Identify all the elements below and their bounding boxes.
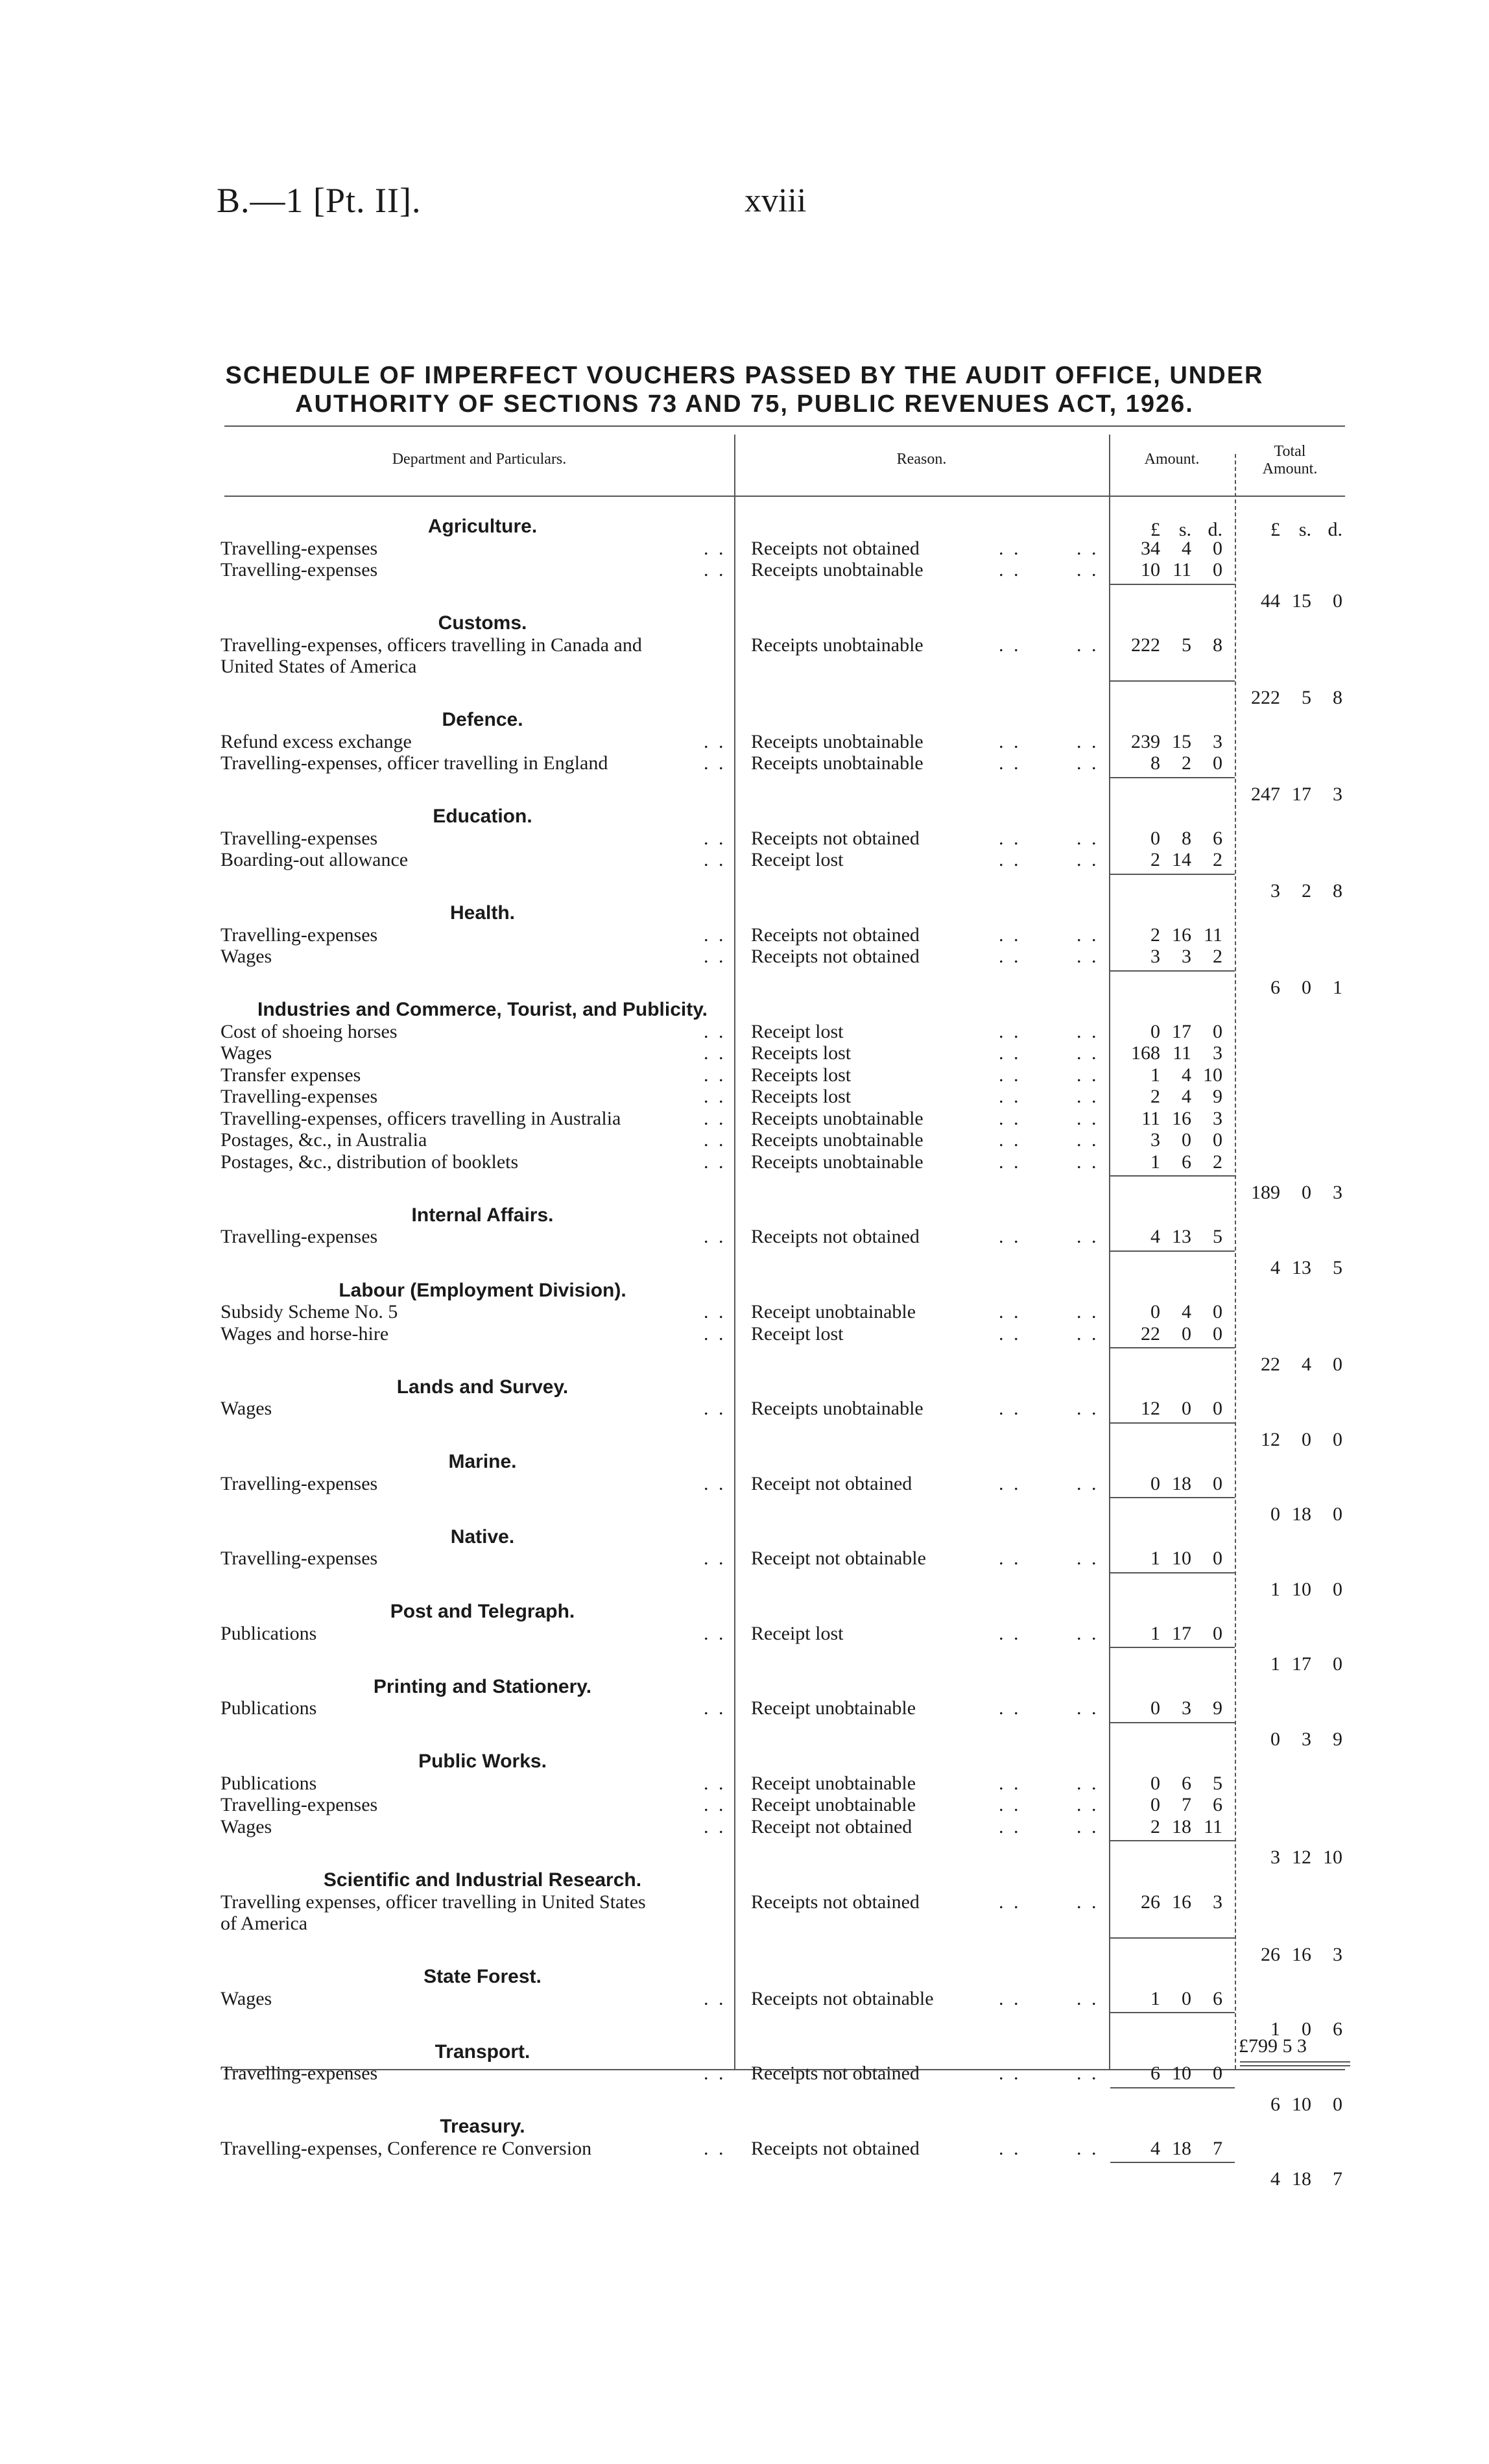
- reason-text: Receipt lost: [751, 1322, 844, 1345]
- dot-leader: . .: [1077, 1226, 1099, 1248]
- section-heading: Customs.: [438, 612, 527, 634]
- dot-leader: . .: [999, 849, 1021, 871]
- section-total: 247 17 3: [1251, 783, 1342, 805]
- particular-text: Cost of shoeing horses: [220, 1020, 398, 1042]
- particular-text: Wages: [220, 946, 272, 968]
- reason-text: Receipt lost: [751, 1020, 844, 1042]
- particular-text: Publications: [220, 1697, 317, 1719]
- amount-value: 1 4 10: [1150, 1064, 1222, 1086]
- section-total: 22 4 0: [1261, 1354, 1342, 1376]
- dot-leader: . .: [704, 827, 726, 849]
- amount-value: 2 14 2: [1150, 849, 1222, 871]
- amount-value: 0 17 0: [1150, 1020, 1222, 1042]
- section-heading: Defence.: [442, 709, 523, 731]
- dot-leader: . .: [999, 1322, 1021, 1345]
- particular-text: Travelling-expenses, Conference re Conversion: [220, 2137, 592, 2159]
- reason-text: Receipts not obtained: [751, 1226, 920, 1248]
- section-total: 44 15 0: [1261, 590, 1342, 612]
- amount-subtotal-rule: [1110, 1647, 1235, 1648]
- reason-text: Receipt lost: [751, 849, 844, 871]
- amount-value: 6 10 0: [1150, 2063, 1222, 2085]
- dot-leader: . .: [704, 1794, 726, 1816]
- amount-value: 2 16 11: [1150, 924, 1222, 946]
- particular-text: Boarding-out allowance: [220, 849, 409, 871]
- dot-leader: . .: [999, 1398, 1021, 1420]
- reason-text: Receipt not obtainable: [751, 1548, 926, 1570]
- dot-leader: . .: [704, 1301, 726, 1323]
- section-total: 1 0 6: [1270, 2018, 1342, 2040]
- reason-text: Receipt not obtained: [751, 1815, 912, 1837]
- dot-leader: . .: [704, 924, 726, 946]
- amount-value: 3 0 0: [1150, 1129, 1222, 1151]
- dot-leader: . .: [704, 730, 726, 752]
- dot-leader: . .: [999, 946, 1021, 968]
- dot-leader: . .: [999, 730, 1021, 752]
- amount-value: 1 17 0: [1150, 1622, 1222, 1644]
- section-heading: Industries and Commerce, Tourist, and Publicity.: [257, 999, 708, 1021]
- dot-leader: . .: [999, 752, 1021, 774]
- dot-leader: . .: [999, 1301, 1021, 1323]
- dot-leader: . .: [1077, 752, 1099, 774]
- particular-text: Travelling-expenses, officer travelling in England: [220, 752, 608, 774]
- section-heading: Internal Affairs.: [411, 1204, 554, 1226]
- dot-leader: . .: [704, 1107, 726, 1129]
- particular-text: Travelling-expenses, officers travelling in Canada and: [220, 634, 642, 656]
- amount-value: 10 11 0: [1141, 559, 1222, 580]
- reason-text: Receipts unobtainable: [751, 559, 923, 580]
- section-heading: Transport.: [435, 2040, 530, 2063]
- dot-leader: . .: [1077, 1020, 1099, 1042]
- dot-leader: . .: [1077, 1301, 1099, 1323]
- dot-leader: . .: [1077, 2137, 1099, 2159]
- section-heading: Treasury.: [440, 2116, 525, 2138]
- amount-value: 0 6 5: [1150, 1772, 1222, 1794]
- dot-leader: . .: [999, 559, 1021, 580]
- reason-text: Receipt lost: [751, 1622, 844, 1644]
- dot-leader: . .: [999, 1151, 1021, 1173]
- dot-leader: . .: [704, 1398, 726, 1420]
- amount-subtotal-rule: [1110, 1347, 1235, 1348]
- dot-leader: . .: [1077, 1772, 1099, 1794]
- reason-text: Receipts unobtainable: [751, 730, 923, 752]
- dot-leader: . .: [999, 1987, 1021, 2009]
- page-reference: B.—1 [Pt. II].: [217, 181, 422, 220]
- amount-subtotal-rule: [1110, 777, 1235, 778]
- dot-leader: . .: [704, 559, 726, 580]
- section-total: 3 2 8: [1270, 879, 1342, 902]
- amount-value: 0 18 0: [1150, 1472, 1222, 1494]
- dot-leader: . .: [1077, 1322, 1099, 1345]
- amount-currency-header: £ s. d.: [1150, 519, 1222, 540]
- dot-leader: . .: [999, 1772, 1021, 1794]
- amount-value: 0 7 6: [1150, 1794, 1222, 1816]
- dot-leader: . .: [1077, 849, 1099, 871]
- particular-text: Postages, &c., in Australia: [220, 1129, 427, 1151]
- amount-value: 4 18 7: [1150, 2137, 1222, 2159]
- amount-value: 12 0 0: [1141, 1398, 1222, 1420]
- header-amount: Amount.: [1144, 451, 1200, 468]
- particular-text: Travelling expenses, officer travelling in United States: [220, 1891, 646, 1913]
- dot-leader: . .: [704, 1064, 726, 1086]
- dot-leader: . .: [704, 752, 726, 774]
- amount-value: 22 0 0: [1141, 1322, 1222, 1345]
- section-total: 12 0 0: [1261, 1428, 1342, 1450]
- particular-text: Travelling-expenses: [220, 537, 378, 559]
- amount-value: 3 3 2: [1150, 946, 1222, 968]
- header-reason: Reason.: [896, 451, 947, 468]
- reason-text: Receipts not obtained: [751, 2137, 920, 2159]
- total-currency-header: £ s. d.: [1270, 519, 1342, 540]
- dot-leader: . .: [704, 1772, 726, 1794]
- amount-value: 11 16 3: [1141, 1107, 1222, 1129]
- header-total-line1: Total: [1274, 443, 1306, 460]
- header-bottom-rule: [224, 496, 1345, 497]
- dot-leader: . .: [1077, 1987, 1099, 2009]
- dot-leader: . .: [704, 1472, 726, 1494]
- amount-subtotal-rule: [1110, 584, 1235, 585]
- particular-text: Travelling-expenses: [220, 1086, 378, 1108]
- dot-leader: . .: [1077, 1086, 1099, 1108]
- dot-leader: . .: [999, 1548, 1021, 1570]
- dot-leader: . .: [999, 1042, 1021, 1064]
- amount-subtotal-rule: [1110, 874, 1235, 875]
- section-total: 0 18 0: [1270, 1503, 1342, 1525]
- section-total: 1 10 0: [1270, 1578, 1342, 1600]
- section-heading: Post and Telegraph.: [390, 1601, 575, 1623]
- amount-value: 1 0 6: [1150, 1987, 1222, 2009]
- dot-leader: . .: [1077, 537, 1099, 559]
- dot-leader: . .: [704, 1151, 726, 1173]
- dot-leader: . .: [1077, 946, 1099, 968]
- dot-leader: . .: [1077, 1398, 1099, 1420]
- dot-leader: . .: [999, 1697, 1021, 1719]
- dot-leader: . .: [999, 1020, 1021, 1042]
- dot-leader: . .: [704, 1548, 726, 1570]
- amount-subtotal-rule: [1110, 1722, 1235, 1723]
- page-number: xviii: [744, 182, 807, 219]
- amount-value: 0 3 9: [1150, 1697, 1222, 1719]
- section-total: 6 0 1: [1270, 976, 1342, 998]
- dot-leader: . .: [1077, 1151, 1099, 1173]
- amount-subtotal-rule: [1110, 1175, 1235, 1177]
- section-total: 3 12 10: [1270, 1847, 1342, 1869]
- amount-subtotal-rule: [1110, 2012, 1235, 2013]
- amount-value: 0 8 6: [1150, 827, 1222, 849]
- dot-leader: . .: [704, 1622, 726, 1644]
- particular-text: Publications: [220, 1772, 317, 1794]
- section-heading: Lands and Survey.: [396, 1376, 569, 1398]
- schedule-title-line-2: AUTHORITY OF SECTIONS 73 AND 75, PUBLIC REVENUES ACT, 1926.: [295, 390, 1194, 418]
- dot-leader: . .: [1077, 827, 1099, 849]
- particular-text: Travelling-expenses: [220, 1226, 378, 1248]
- dot-leader: . .: [704, 1987, 726, 2009]
- dot-leader: . .: [999, 1472, 1021, 1494]
- dot-leader: . .: [1077, 1107, 1099, 1129]
- section-total: 6 10 0: [1270, 2093, 1342, 2115]
- section-total: 1 17 0: [1270, 1653, 1342, 1675]
- reason-text: Receipts unobtainable: [751, 634, 923, 656]
- amount-value: 2 18 11: [1150, 1815, 1222, 1837]
- dot-leader: . .: [704, 1226, 726, 1248]
- column-divider-total: [1235, 454, 1236, 2069]
- particular-text: Refund excess exchange: [220, 730, 412, 752]
- dot-leader: . .: [1077, 1129, 1099, 1151]
- amount-value: 1 6 2: [1150, 1151, 1222, 1173]
- amount-subtotal-rule: [1110, 2162, 1235, 2163]
- particular-text: Postages, &c., distribution of booklets: [220, 1151, 519, 1173]
- dot-leader: . .: [1077, 1042, 1099, 1064]
- dot-leader: . .: [999, 827, 1021, 849]
- amount-subtotal-rule: [1110, 1840, 1235, 1841]
- particular-text: Travelling-expenses: [220, 1472, 378, 1494]
- dot-leader: . .: [1077, 1064, 1099, 1086]
- dot-leader: . .: [704, 1020, 726, 1042]
- dot-leader: . .: [999, 2063, 1021, 2085]
- dot-leader: . .: [1077, 730, 1099, 752]
- reason-text: Receipts unobtainable: [751, 752, 923, 774]
- column-divider-reason: [734, 435, 735, 2069]
- particular-text: Wages: [220, 1815, 272, 1837]
- dot-leader: . .: [999, 1064, 1021, 1086]
- reason-text: Receipt not obtained: [751, 1472, 912, 1494]
- dot-leader: . .: [1077, 1548, 1099, 1570]
- dot-leader: . .: [704, 2137, 726, 2159]
- reason-text: Receipt unobtainable: [751, 1772, 916, 1794]
- grand-total: £799 5 3: [1239, 2035, 1307, 2057]
- dot-leader: . .: [999, 1891, 1021, 1913]
- section-heading: Marine.: [448, 1451, 517, 1473]
- section-heading: Public Works.: [418, 1751, 547, 1773]
- particular-text: Transfer expenses: [220, 1064, 361, 1086]
- dot-leader: . .: [1077, 634, 1099, 656]
- reason-text: Receipts unobtainable: [751, 1398, 923, 1420]
- reason-text: Receipts lost: [751, 1042, 852, 1064]
- section-heading: Native.: [450, 1525, 515, 1548]
- amount-value: 0 4 0: [1150, 1301, 1222, 1323]
- section-heading: Labour (Employment Division).: [339, 1279, 626, 1301]
- dot-leader: . .: [999, 537, 1021, 559]
- reason-text: Receipts not obtained: [751, 1891, 920, 1913]
- amount-value: 1 10 0: [1150, 1548, 1222, 1570]
- section-total: 189 0 3: [1251, 1182, 1342, 1204]
- dot-leader: . .: [704, 946, 726, 968]
- particular-text: Wages: [220, 1042, 272, 1064]
- particular-text: Travelling-expenses: [220, 559, 378, 580]
- dot-leader: . .: [1077, 559, 1099, 580]
- particular-text-continued: United States of America: [220, 656, 417, 678]
- reason-text: Receipts not obtained: [751, 946, 920, 968]
- reason-text: Receipts lost: [751, 1086, 852, 1108]
- reason-text: Receipts not obtained: [751, 537, 920, 559]
- dot-leader: . .: [1077, 1472, 1099, 1494]
- amount-subtotal-rule: [1110, 1572, 1235, 1573]
- reason-text: Receipts not obtained: [751, 827, 920, 849]
- amount-value: 168 11 3: [1131, 1042, 1222, 1064]
- dot-leader: . .: [999, 634, 1021, 656]
- section-heading: Scientific and Industrial Research.: [323, 1869, 642, 1891]
- reason-text: Receipts unobtainable: [751, 1107, 923, 1129]
- dot-leader: . .: [1077, 1622, 1099, 1644]
- particular-text: Publications: [220, 1622, 317, 1644]
- reason-text: Receipt unobtainable: [751, 1697, 916, 1719]
- header-total-line2: Amount.: [1262, 461, 1318, 477]
- section-total: 4 13 5: [1270, 1256, 1342, 1278]
- amount-value: 34 4 0: [1141, 537, 1222, 559]
- dot-leader: . .: [704, 537, 726, 559]
- grand-total-rule-2: [1240, 2065, 1350, 2066]
- dot-leader: . .: [1077, 1815, 1099, 1837]
- amount-value: 26 16 3: [1141, 1891, 1222, 1913]
- dot-leader: . .: [1077, 1697, 1099, 1719]
- dot-leader: . .: [999, 1086, 1021, 1108]
- dot-leader: . .: [1077, 924, 1099, 946]
- section-heading: Health.: [449, 902, 516, 924]
- amount-subtotal-rule: [1110, 970, 1235, 972]
- dot-leader: . .: [704, 2063, 726, 2085]
- amount-value: 2 4 9: [1150, 1086, 1222, 1108]
- amount-value: 8 2 0: [1150, 752, 1222, 774]
- reason-text: Receipt unobtainable: [751, 1301, 916, 1323]
- dot-leader: . .: [1077, 1891, 1099, 1913]
- section-total: 4 18 7: [1270, 2168, 1342, 2190]
- dot-leader: . .: [999, 2137, 1021, 2159]
- amount-subtotal-rule: [1110, 1497, 1235, 1498]
- particular-text: Wages and horse-hire: [220, 1322, 389, 1345]
- reason-text: Receipts not obtained: [751, 2063, 920, 2085]
- particular-text: Travelling-expenses: [220, 827, 378, 849]
- particular-text: Travelling-expenses: [220, 924, 378, 946]
- amount-value: 222 5 8: [1131, 634, 1222, 656]
- reason-text: Receipts not obtainable: [751, 1987, 934, 2009]
- section-total: 0 3 9: [1270, 1728, 1342, 1750]
- amount-subtotal-rule: [1110, 2087, 1235, 2088]
- dot-leader: . .: [704, 1322, 726, 1345]
- section-total: 26 16 3: [1261, 1943, 1342, 1965]
- particular-text: Wages: [220, 1987, 272, 2009]
- section-heading: Agriculture.: [427, 516, 538, 537]
- amount-subtotal-rule: [1110, 1250, 1235, 1252]
- particular-text: Travelling-expenses: [220, 2063, 378, 2085]
- section-heading: State Forest.: [423, 1966, 542, 1988]
- particular-text: Wages: [220, 1398, 272, 1420]
- section-heading: Printing and Stationery.: [373, 1675, 592, 1697]
- dot-leader: . .: [999, 1622, 1021, 1644]
- dot-leader: . .: [704, 1697, 726, 1719]
- amount-value: 239 15 3: [1131, 730, 1222, 752]
- dot-leader: . .: [999, 1794, 1021, 1816]
- dot-leader: . .: [704, 1042, 726, 1064]
- schedule-title-line-1: SCHEDULE OF IMPERFECT VOUCHERS PASSED BY THE AUDIT OFFICE, UNDER: [225, 362, 1264, 389]
- dot-leader: . .: [999, 1107, 1021, 1129]
- dot-leader: . .: [999, 1129, 1021, 1151]
- section-heading: Education.: [433, 806, 532, 828]
- particular-text: Travelling-expenses: [220, 1794, 378, 1816]
- header-department: Department and Particulars.: [392, 451, 567, 468]
- reason-text: Receipts unobtainable: [751, 1129, 923, 1151]
- amount-subtotal-rule: [1110, 1422, 1235, 1424]
- amount-subtotal-rule: [1110, 1937, 1235, 1939]
- dot-leader: . .: [999, 1815, 1021, 1837]
- reason-text: Receipts not obtained: [751, 924, 920, 946]
- dot-leader: . .: [704, 1815, 726, 1837]
- dot-leader: . .: [704, 849, 726, 871]
- dot-leader: . .: [1077, 1794, 1099, 1816]
- dot-leader: . .: [1077, 2063, 1099, 2085]
- dot-leader: . .: [999, 1226, 1021, 1248]
- dot-leader: . .: [999, 924, 1021, 946]
- particular-text: Travelling-expenses, officers travelling in Australia: [220, 1107, 621, 1129]
- reason-text: Receipts unobtainable: [751, 1151, 923, 1173]
- grand-total-rule-1: [1240, 2061, 1350, 2063]
- amount-value: 4 13 5: [1150, 1226, 1222, 1248]
- particular-text-continued: of America: [220, 1913, 308, 1935]
- reason-text: Receipts lost: [751, 1064, 852, 1086]
- section-total: 222 5 8: [1251, 686, 1342, 708]
- particular-text: Subsidy Scheme No. 5: [220, 1301, 398, 1323]
- table-top-rule: [224, 425, 1345, 427]
- dot-leader: . .: [704, 1129, 726, 1151]
- amount-subtotal-rule: [1110, 680, 1235, 682]
- dot-leader: . .: [704, 1086, 726, 1108]
- reason-text: Receipt unobtainable: [751, 1794, 916, 1816]
- particular-text: Travelling-expenses: [220, 1548, 378, 1570]
